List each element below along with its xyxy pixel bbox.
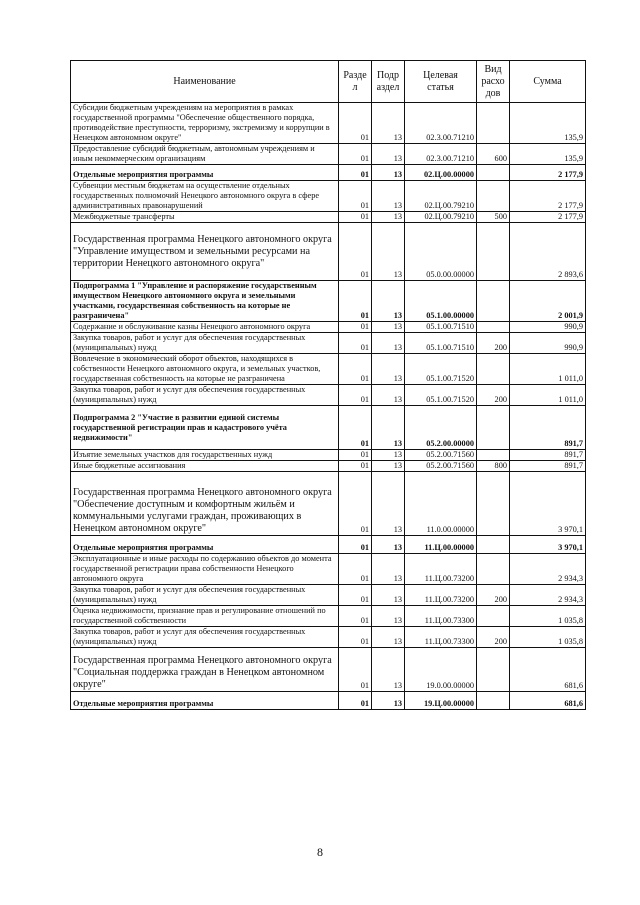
row-name: Закупка товаров, работ и услуг для обеспечения государственных (муниципальных) нужд	[71, 385, 339, 406]
table-row-bold	[71, 692, 586, 710]
row-target: 11.Ц.00.00000	[405, 536, 477, 554]
header-target	[405, 61, 477, 103]
row-sum: 1 011,0	[510, 385, 586, 406]
row-vid: 800	[477, 461, 510, 472]
row-vid	[477, 223, 510, 281]
row-sum: 990,9	[510, 322, 586, 333]
row-podrazdel: 13	[372, 354, 405, 385]
row-razdel: 01	[339, 627, 372, 648]
row-sum: 681,6	[510, 648, 586, 692]
table-row-bold	[71, 536, 586, 554]
row-target: 05.2.00.71560	[405, 450, 477, 461]
row-target: 02.Ц.00.79210	[405, 181, 477, 212]
row-razdel: 01	[339, 385, 372, 406]
row-sum: 1 011,0	[510, 354, 586, 385]
row-vid	[477, 406, 510, 450]
row-podrazdel: 13	[372, 406, 405, 450]
row-sum: 1 035,8	[510, 627, 586, 648]
header-podrazdel-text: Подр аздел	[376, 69, 400, 93]
row-name: Предоставление субсидий бюджетным, автономным учреждениям и иным некоммерческим организациям	[71, 144, 339, 165]
row-target: 11.0.00.00000	[405, 472, 477, 536]
row-sum: 3 970,1	[510, 536, 586, 554]
budget-table	[70, 60, 586, 710]
row-sum: 2 934,3	[510, 554, 586, 585]
row-target: 05.1.00.71520	[405, 385, 477, 406]
row-target: 02.3.00.71210	[405, 144, 477, 165]
row-razdel: 01	[339, 472, 372, 536]
row-sum: 681,6	[510, 692, 586, 710]
row-vid: 600	[477, 144, 510, 165]
table-row	[71, 606, 586, 627]
table-row	[71, 322, 586, 333]
row-name: Подпрограмма 2 "Участие в развитии единой системы государственной регистрации прав и кадастрового учёта недвижимости"	[71, 406, 339, 450]
row-sum: 990,9	[510, 333, 586, 354]
row-target: 05.2.00.00000	[405, 406, 477, 450]
row-vid	[477, 450, 510, 461]
row-vid	[477, 322, 510, 333]
table-header-row	[71, 61, 586, 103]
row-podrazdel: 13	[372, 461, 405, 472]
row-sum: 2 001,9	[510, 281, 586, 322]
header-vid-text: Вид расхо дов	[481, 63, 505, 99]
row-name: Отдельные мероприятия программы	[71, 536, 339, 554]
row-vid	[477, 472, 510, 536]
table-row-bold	[71, 406, 586, 450]
row-name: Вовлечение в экономический оборот объектов, находящихся в собственности Ненецкого автономного округа, и земельных участков, государственная собственность на которые не разграничена	[71, 354, 339, 385]
row-name: Государственная программа Ненецкого автономного округа "Обеспечение доступным и комфортным жильём и коммунальными услугами граждан, проживающих в Ненецком автономном округе"	[71, 472, 339, 536]
row-sum: 3 970,1	[510, 472, 586, 536]
row-razdel: 01	[339, 322, 372, 333]
row-razdel: 01	[339, 144, 372, 165]
row-name: Изъятие земельных участков для государственных нужд	[71, 450, 339, 461]
row-sum: 1 035,8	[510, 606, 586, 627]
row-name: Содержание и обслуживание казны Ненецкого автономного округа	[71, 322, 339, 333]
row-target: 11.Ц.00.73200	[405, 585, 477, 606]
row-podrazdel: 13	[372, 692, 405, 710]
row-name: Закупка товаров, работ и услуг для обеспечения государственных (муниципальных) нужд	[71, 585, 339, 606]
row-name: Подпрограмма 1 "Управление и распоряжение государственным имуществом Ненецкого автономного округа и земельными участками, государственная собственность на которые не разграничена"	[71, 281, 339, 322]
row-target: 11.Ц.00.73200	[405, 554, 477, 585]
row-sum: 135,9	[510, 144, 586, 165]
row-name: Субсидии бюджетным учреждениям на мероприятия в рамках государственной программы "Обеспечение общественного порядка, противодействие преступности, терроризму, экстремизму и коррупции в Ненецком автономном округе"	[71, 103, 339, 144]
row-target: 11.Ц.00.73300	[405, 627, 477, 648]
row-razdel: 01	[339, 648, 372, 692]
row-sum: 891,7	[510, 450, 586, 461]
table-row	[71, 554, 586, 585]
row-target: 05.1.00.00000	[405, 281, 477, 322]
row-vid	[477, 606, 510, 627]
table-row	[71, 627, 586, 648]
row-sum: 2 177,9	[510, 165, 586, 181]
table-row	[71, 103, 586, 144]
row-razdel: 01	[339, 606, 372, 627]
row-razdel: 01	[339, 536, 372, 554]
table-row-bold	[71, 165, 586, 181]
row-podrazdel: 13	[372, 385, 405, 406]
row-razdel: 01	[339, 554, 372, 585]
row-name: Эксплуатационные и иные расходы по содержанию объектов до момента государственной регистрации права собственности Ненецкого автономного округа	[71, 554, 339, 585]
table-row-program	[71, 472, 586, 536]
row-sum: 891,7	[510, 406, 586, 450]
row-podrazdel: 13	[372, 144, 405, 165]
row-podrazdel: 13	[372, 450, 405, 461]
table-row	[71, 333, 586, 354]
row-target: 02.Ц.00.00000	[405, 165, 477, 181]
row-name: Оценка недвижимости, признание прав и регулирование отношений по государственной собственности	[71, 606, 339, 627]
row-razdel: 01	[339, 450, 372, 461]
table-row	[71, 385, 586, 406]
row-vid: 200	[477, 627, 510, 648]
row-vid: 500	[477, 212, 510, 223]
table-row	[71, 212, 586, 223]
row-razdel: 01	[339, 461, 372, 472]
row-sum: 2 177,9	[510, 212, 586, 223]
row-vid	[477, 281, 510, 322]
header-vid	[477, 61, 510, 103]
header-razdel	[339, 61, 372, 103]
row-vid: 200	[477, 333, 510, 354]
row-sum: 2 934,3	[510, 585, 586, 606]
row-vid	[477, 692, 510, 710]
table-row-program	[71, 648, 586, 692]
table-row-bold	[71, 281, 586, 322]
row-vid	[477, 354, 510, 385]
row-razdel: 01	[339, 406, 372, 450]
row-target: 19.0.00.00000	[405, 648, 477, 692]
row-vid	[477, 554, 510, 585]
row-sum: 2 177,9	[510, 181, 586, 212]
row-podrazdel: 13	[372, 606, 405, 627]
row-name: Отдельные мероприятия программы	[71, 165, 339, 181]
row-vid	[477, 536, 510, 554]
row-vid	[477, 103, 510, 144]
row-razdel: 01	[339, 692, 372, 710]
row-vid	[477, 181, 510, 212]
row-razdel: 01	[339, 333, 372, 354]
row-target: 05.1.00.71510	[405, 322, 477, 333]
row-podrazdel: 13	[372, 333, 405, 354]
row-podrazdel: 13	[372, 165, 405, 181]
row-name: Отдельные мероприятия программы	[71, 692, 339, 710]
row-target: 05.0.00.00000	[405, 223, 477, 281]
row-podrazdel: 13	[372, 472, 405, 536]
row-vid: 200	[477, 585, 510, 606]
row-podrazdel: 13	[372, 322, 405, 333]
row-target: 05.1.00.71510	[405, 333, 477, 354]
row-target: 02.Ц.00.79210	[405, 212, 477, 223]
row-name: Государственная программа Ненецкого автономного округа "Управление имуществом и земельными ресурсами на территории Ненецкого автономного округа"	[71, 223, 339, 281]
row-razdel: 01	[339, 223, 372, 281]
row-target: 05.1.00.71520	[405, 354, 477, 385]
row-podrazdel: 13	[372, 181, 405, 212]
row-podrazdel: 13	[372, 554, 405, 585]
table-row	[71, 181, 586, 212]
row-target: 19.Ц.00.00000	[405, 692, 477, 710]
header-target-text: Целевая статья	[423, 69, 458, 93]
row-target: 11.Ц.00.73300	[405, 606, 477, 627]
row-target: 05.2.00.71560	[405, 461, 477, 472]
header-podrazdel	[372, 61, 405, 103]
header-sum: Сумма	[510, 61, 586, 103]
row-sum: 891,7	[510, 461, 586, 472]
header-name: Наименование	[71, 61, 339, 103]
table-row-program	[71, 223, 586, 281]
row-name: Субвенции местным бюджетам на осуществление отдельных государственных полномочий Ненецкого автономного округа в сфере административных правонарушений	[71, 181, 339, 212]
row-sum: 135,9	[510, 103, 586, 144]
row-name: Закупка товаров, работ и услуг для обеспечения государственных (муниципальных) нужд	[71, 333, 339, 354]
page-number: 8	[317, 845, 323, 859]
row-podrazdel: 13	[372, 627, 405, 648]
row-podrazdel: 13	[372, 585, 405, 606]
table-row	[71, 450, 586, 461]
row-podrazdel: 13	[372, 536, 405, 554]
header-razdel-text: Разде л	[343, 69, 367, 93]
row-razdel: 01	[339, 165, 372, 181]
row-razdel: 01	[339, 103, 372, 144]
table-row	[71, 354, 586, 385]
table-row	[71, 585, 586, 606]
row-razdel: 01	[339, 281, 372, 322]
row-name: Закупка товаров, работ и услуг для обеспечения государственных (муниципальных) нужд	[71, 627, 339, 648]
row-podrazdel: 13	[372, 281, 405, 322]
row-razdel: 01	[339, 585, 372, 606]
row-podrazdel: 13	[372, 648, 405, 692]
row-target: 02.3.00.71210	[405, 103, 477, 144]
row-razdel: 01	[339, 181, 372, 212]
row-podrazdel: 13	[372, 212, 405, 223]
row-razdel: 01	[339, 354, 372, 385]
row-razdel: 01	[339, 212, 372, 223]
table-row	[71, 144, 586, 165]
row-podrazdel: 13	[372, 223, 405, 281]
row-name: Межбюджетные трансферты	[71, 212, 339, 223]
row-name: Государственная программа Ненецкого автономного округа "Социальная поддержка граждан в Ненецком автономном округе"	[71, 648, 339, 692]
row-name: Иные бюджетные ассигнования	[71, 461, 339, 472]
row-vid	[477, 648, 510, 692]
row-vid	[477, 165, 510, 181]
row-vid: 200	[477, 385, 510, 406]
row-sum: 2 893,6	[510, 223, 586, 281]
table-row	[71, 461, 586, 472]
row-podrazdel: 13	[372, 103, 405, 144]
